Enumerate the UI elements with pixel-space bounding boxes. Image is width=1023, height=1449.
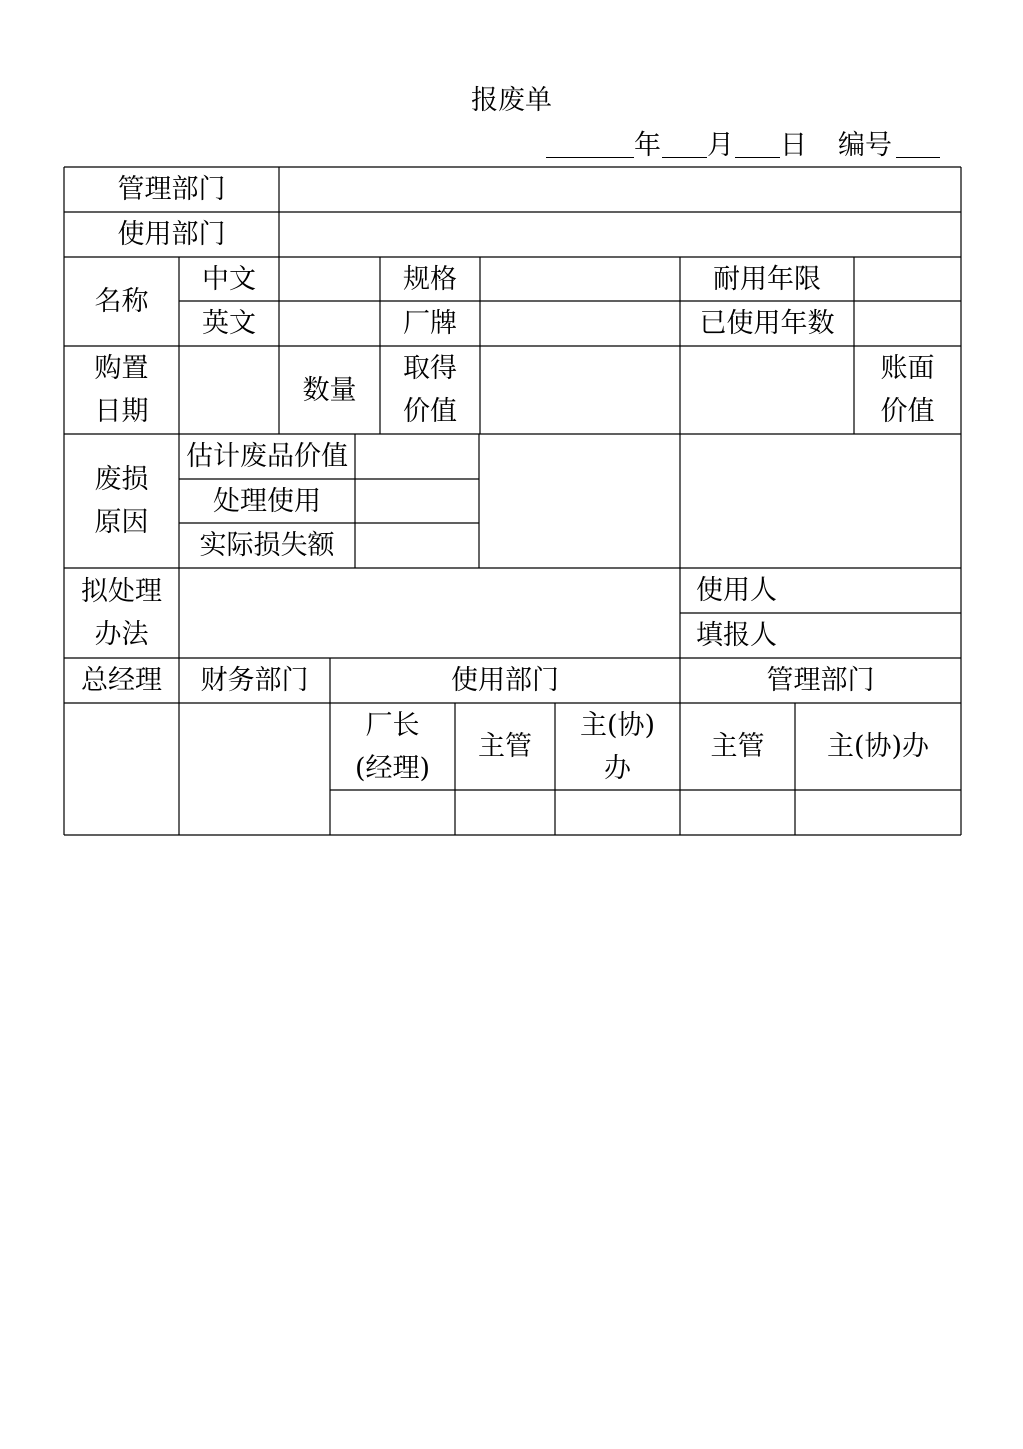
management-supervisor-signature[interactable] bbox=[680, 790, 795, 835]
actual-loss-label: 实际损失额 bbox=[199, 530, 335, 561]
est-scrap-value-label: 估计废品价值 bbox=[186, 441, 348, 472]
serial-label: 编号 bbox=[838, 130, 892, 161]
general-manager-label: 总经理 bbox=[81, 665, 162, 696]
general-manager-signature[interactable] bbox=[64, 703, 179, 835]
using-supervisor-label: 主管 bbox=[478, 731, 532, 762]
month-label: 月 bbox=[707, 130, 734, 161]
purchase-date-label: 购置 日期 bbox=[94, 353, 149, 427]
using-dept-label: 使用部门 bbox=[117, 219, 226, 250]
purchase-date-field[interactable] bbox=[179, 346, 279, 434]
brand-field[interactable] bbox=[480, 301, 680, 346]
disposal-use-label: 处理使用 bbox=[213, 485, 321, 517]
finance-dept-signature[interactable] bbox=[179, 703, 330, 835]
used-years-label: 已使用年数 bbox=[699, 308, 835, 339]
using-dept-field[interactable] bbox=[279, 212, 961, 257]
using-dept-sign-label: 使用部门 bbox=[451, 665, 559, 696]
est-scrap-value-field[interactable] bbox=[355, 434, 479, 479]
management-supervisor-label: 主管 bbox=[710, 731, 765, 762]
management-handler-signature[interactable] bbox=[795, 790, 961, 835]
quantity-field[interactable] bbox=[680, 346, 854, 434]
management-handler-label: 主(协)办 bbox=[826, 731, 930, 762]
page-title: 报废单 bbox=[471, 85, 552, 116]
actual-loss-field[interactable] bbox=[355, 523, 479, 568]
english-label: 英文 bbox=[202, 308, 256, 339]
damage-reason-label: 废损 原因 bbox=[94, 464, 149, 538]
spec-field[interactable] bbox=[480, 257, 680, 301]
using-supervisor-signature[interactable] bbox=[455, 790, 555, 835]
using-handler-label: 主(协) 办 bbox=[579, 709, 656, 784]
user-label[interactable]: 使用人 bbox=[696, 575, 777, 606]
disposal-use-field[interactable] bbox=[355, 479, 479, 523]
quantity-label: 数量 bbox=[302, 374, 357, 406]
proposed-method-field[interactable] bbox=[179, 568, 680, 658]
spec-label: 规格 bbox=[403, 263, 457, 295]
acquire-value-label: 取得 价值 bbox=[403, 353, 457, 427]
durable-years-field[interactable] bbox=[854, 257, 961, 301]
year-label: 年 bbox=[634, 130, 661, 161]
management-dept-sign-label: 管理部门 bbox=[766, 665, 875, 696]
proposed-method-label: 拟处理 办法 bbox=[81, 576, 162, 650]
finance-dept-label: 财务部门 bbox=[200, 665, 309, 696]
book-value-field[interactable] bbox=[680, 434, 961, 568]
english-name-field[interactable] bbox=[279, 301, 380, 346]
damage-reason-field[interactable] bbox=[479, 434, 680, 568]
day-label: 日 bbox=[780, 130, 807, 161]
factory-manager-label: 厂长 (经理) bbox=[354, 709, 431, 784]
brand-label: 厂牌 bbox=[403, 308, 457, 339]
acquire-value-field[interactable] bbox=[480, 346, 680, 434]
management-dept-field[interactable] bbox=[279, 167, 961, 212]
name-label: 名称 bbox=[94, 286, 149, 317]
filler-label[interactable]: 填报人 bbox=[696, 620, 777, 651]
using-handler-signature[interactable] bbox=[555, 790, 680, 835]
management-dept-label: 管理部门 bbox=[117, 174, 226, 205]
chinese-label: 中文 bbox=[202, 263, 256, 295]
book-value-label: 账面 价值 bbox=[880, 353, 935, 427]
durable-years-label: 耐用年限 bbox=[713, 263, 821, 295]
chinese-name-field[interactable] bbox=[279, 257, 380, 301]
factory-manager-signature[interactable] bbox=[330, 790, 455, 835]
used-years-field[interactable] bbox=[854, 301, 961, 346]
